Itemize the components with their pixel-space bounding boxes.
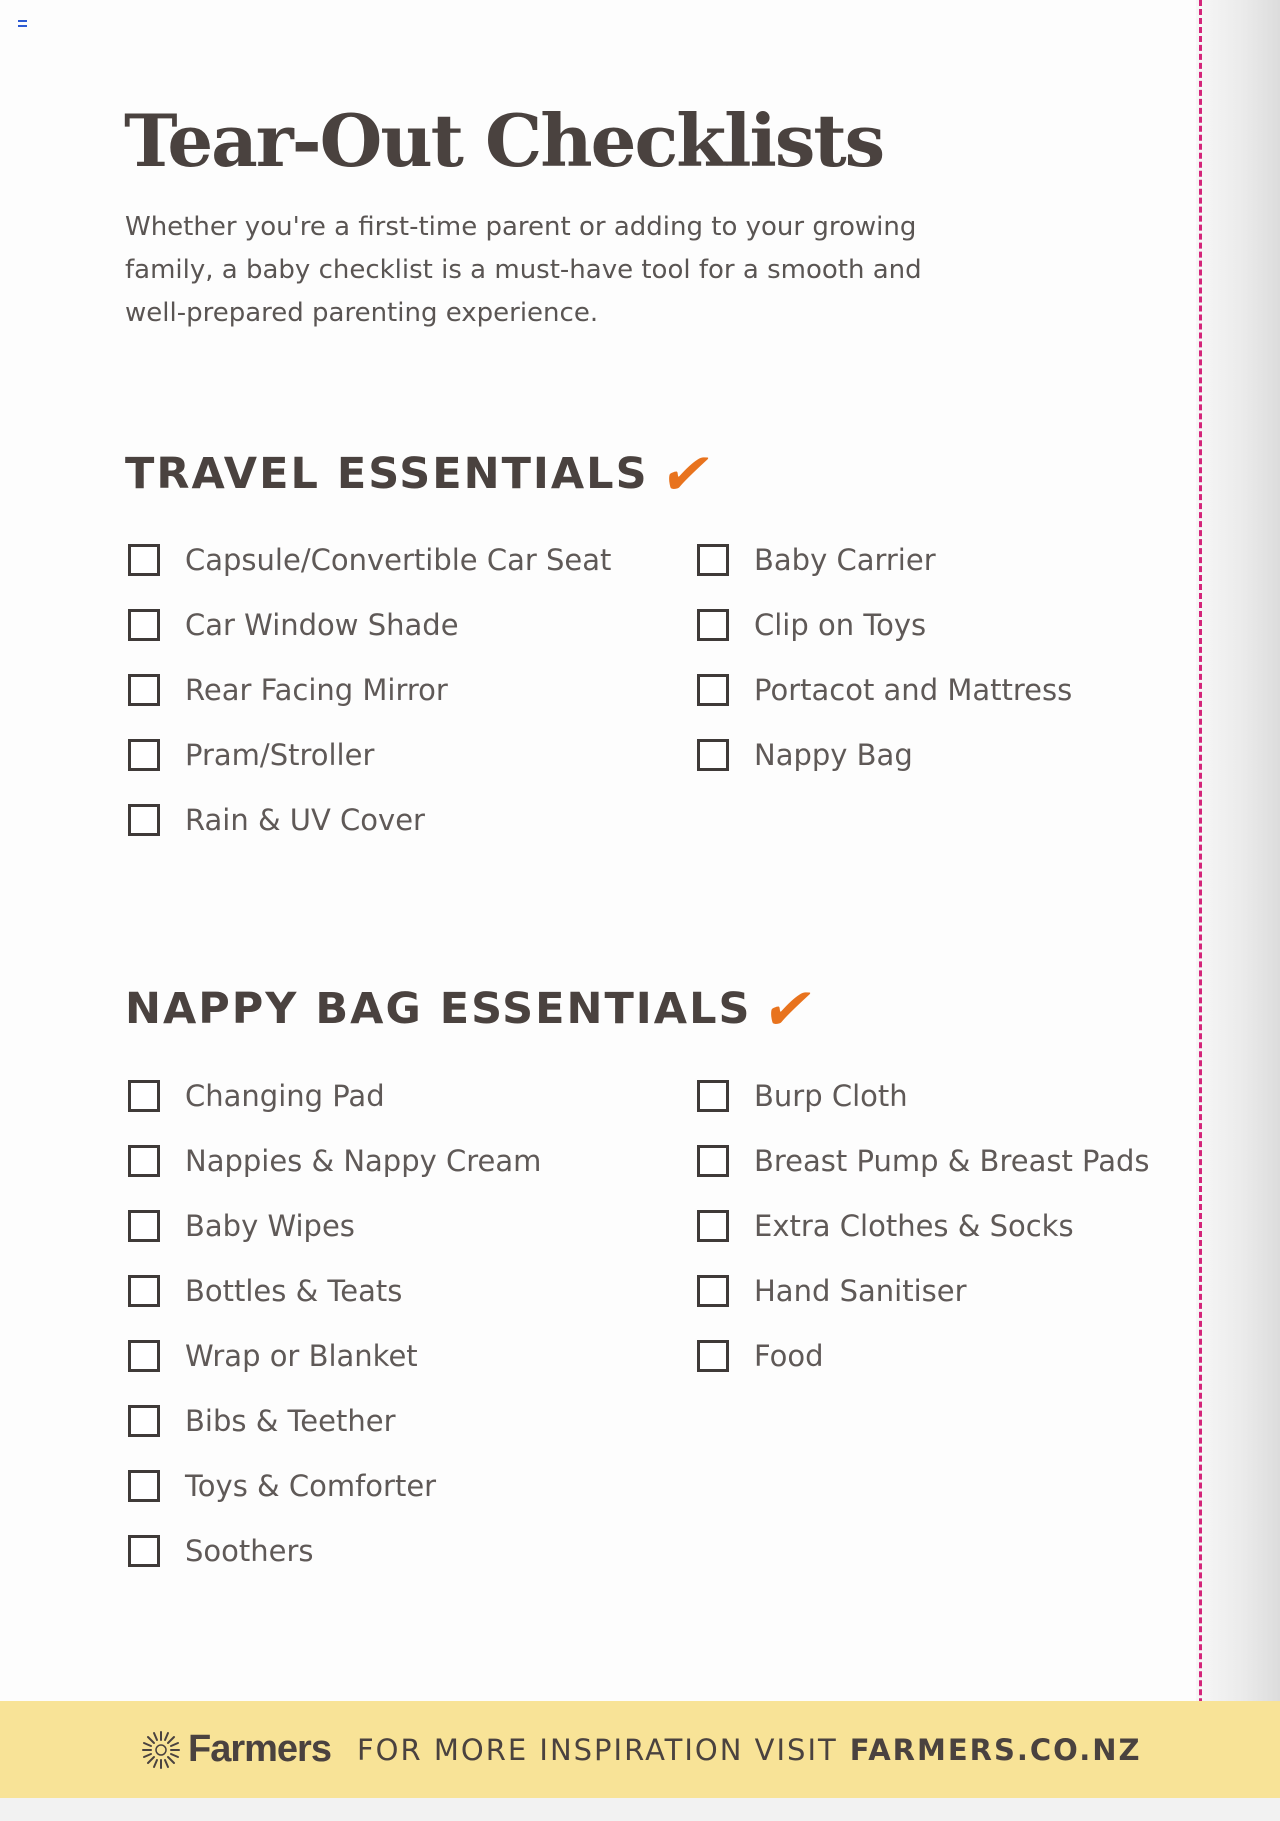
checklist-item[interactable]	[128, 1518, 541, 1583]
page-bottom-strip	[0, 1798, 1280, 1821]
nappy-right-list	[697, 1063, 1150, 1388]
checkbox[interactable]	[128, 1405, 160, 1437]
checkbox[interactable]	[128, 1210, 160, 1242]
checkbox[interactable]	[697, 739, 729, 771]
footer-cta-text: FOR MORE INSPIRATION VISIT	[356, 1732, 838, 1767]
checklist-item[interactable]	[697, 722, 1072, 787]
item-label: Nappy Bag	[754, 737, 913, 772]
item-label: Wrap or Blanket	[185, 1338, 418, 1373]
checklist-item[interactable]	[128, 1193, 541, 1258]
checkbox[interactable]	[697, 1275, 729, 1307]
travel-essentials-heading	[125, 440, 721, 508]
intro-paragraph: Whether you're a first-time parent or adding to your growing family, a baby checklist is a must-have tool for a smooth and well-prepared parenting experience.	[125, 212, 922, 328]
checklist-item[interactable]	[697, 1128, 1150, 1193]
checklist-item[interactable]	[128, 1063, 541, 1128]
item-label: Bottles & Teats	[185, 1273, 403, 1308]
checkmark-icon: ✔	[655, 440, 721, 508]
item-label: Portacot and Mattress	[754, 672, 1073, 707]
checkbox[interactable]	[697, 1145, 729, 1177]
checkbox[interactable]	[128, 804, 160, 836]
item-label: Car Window Shade	[185, 607, 459, 642]
item-label: Extra Clothes & Socks	[754, 1208, 1074, 1243]
farmers-sun-logo-icon	[140, 1729, 182, 1771]
item-label: Nappies & Nappy Cream	[185, 1143, 542, 1178]
checkbox[interactable]	[128, 1470, 160, 1502]
item-label: Hand Sanitiser	[754, 1273, 967, 1308]
checklist-item[interactable]	[128, 527, 611, 592]
item-label: Rear Facing Mirror	[185, 672, 448, 707]
section-heading-text: TRAVEL ESSENTIALS	[125, 449, 649, 499]
item-label: Toys & Comforter	[185, 1468, 437, 1503]
checkbox[interactable]	[697, 1340, 729, 1372]
checkbox[interactable]	[697, 544, 729, 576]
checklist-item[interactable]	[697, 1193, 1150, 1258]
checkbox[interactable]	[697, 674, 729, 706]
checkmark-icon: ✔	[758, 975, 824, 1043]
checklist-item[interactable]	[128, 1258, 541, 1323]
travel-right-list	[697, 527, 1072, 787]
checklist-item[interactable]	[128, 1128, 541, 1193]
item-label: Soothers	[185, 1533, 314, 1568]
item-label: Bibs & Teether	[185, 1403, 396, 1438]
page-title: Tear-Out Checklists	[124, 98, 884, 183]
checkbox[interactable]	[128, 739, 160, 771]
item-label: Pram/Stroller	[185, 737, 375, 772]
checklist-item[interactable]	[697, 527, 1072, 592]
checkbox[interactable]	[128, 674, 160, 706]
section-heading-text: NAPPY BAG ESSENTIALS	[125, 984, 752, 1034]
footer-url-link[interactable]: FARMERS.CO.NZ	[849, 1732, 1142, 1767]
checkbox[interactable]	[128, 609, 160, 641]
checklist-item[interactable]	[697, 592, 1072, 657]
brand-logo-text: Farmers	[188, 1728, 331, 1770]
checkbox[interactable]	[128, 1340, 160, 1372]
item-label: Changing Pad	[185, 1078, 385, 1113]
checklist-item[interactable]	[128, 787, 611, 852]
checklist-item[interactable]	[128, 592, 611, 657]
checkbox[interactable]	[128, 1275, 160, 1307]
checkbox[interactable]	[128, 1145, 160, 1177]
menu-icon[interactable]	[18, 20, 27, 27]
item-label: Capsule/Convertible Car Seat	[185, 542, 612, 577]
checklist-item[interactable]	[128, 1323, 541, 1388]
item-label: Clip on Toys	[754, 607, 927, 642]
footer-band	[0, 1701, 1280, 1798]
checkbox[interactable]	[697, 609, 729, 641]
checklist-item[interactable]	[697, 1323, 1150, 1388]
item-label: Burp Cloth	[754, 1078, 908, 1113]
checkbox[interactable]	[128, 1535, 160, 1567]
nappy-bag-essentials-heading	[125, 975, 824, 1043]
checkbox[interactable]	[128, 544, 160, 576]
item-label: Breast Pump & Breast Pads	[754, 1143, 1150, 1178]
checklist-item[interactable]	[128, 657, 611, 722]
checklist-item[interactable]	[128, 1388, 541, 1453]
tear-line	[1199, 0, 1202, 1821]
checkbox[interactable]	[697, 1210, 729, 1242]
travel-left-list	[128, 527, 611, 852]
checkbox[interactable]	[128, 1080, 160, 1112]
checklist-item[interactable]	[697, 1063, 1150, 1128]
checklist-item[interactable]	[128, 1453, 541, 1518]
page-curl-edge	[1196, 0, 1280, 1821]
item-label: Baby Carrier	[754, 542, 936, 577]
nappy-left-list	[128, 1063, 541, 1583]
checklist-item[interactable]	[697, 1258, 1150, 1323]
footer-content	[140, 1701, 1142, 1798]
checklist-item[interactable]	[128, 722, 611, 787]
item-label: Rain & UV Cover	[185, 802, 425, 837]
item-label: Food	[754, 1338, 824, 1373]
checklist-item[interactable]	[697, 657, 1072, 722]
item-label: Baby Wipes	[185, 1208, 355, 1243]
checkbox[interactable]	[697, 1080, 729, 1112]
